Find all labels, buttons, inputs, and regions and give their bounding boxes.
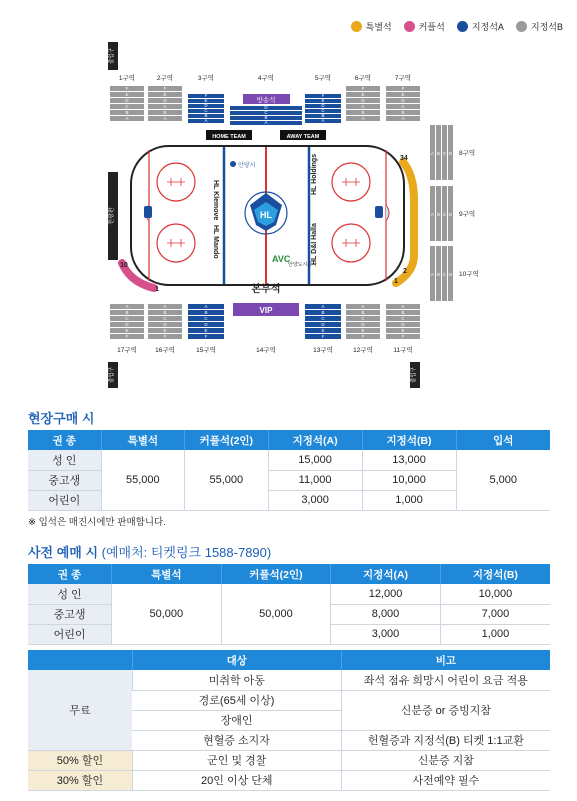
curve-number: 1 <box>394 278 398 285</box>
discount-table <box>28 650 550 791</box>
row-letter: C <box>442 151 447 156</box>
seat-block-right <box>430 246 453 301</box>
seat-block-top <box>305 93 341 123</box>
curve-number: 2 <box>403 268 407 275</box>
standing-note: ※ 입석은 매진시에만 판매합니다. <box>28 517 166 528</box>
row-letter: D <box>321 322 325 327</box>
row-letter: D <box>125 322 129 327</box>
free-note: 신분증 or 증빙지참 <box>341 690 550 730</box>
free-target: 장애인 <box>132 710 341 730</box>
row-letter: B <box>264 115 268 120</box>
seat-b-price: 1,000 <box>362 490 456 510</box>
row-letter: D <box>361 322 365 327</box>
row-letter: A <box>204 118 208 123</box>
row-letter: C <box>321 108 325 113</box>
row-letter: E <box>163 92 167 97</box>
curve-number: 1 <box>155 286 159 293</box>
entrance-label: 출입구 <box>411 367 417 383</box>
seat-a-price: 11,000 <box>268 470 362 490</box>
row-letter: D <box>264 105 268 110</box>
row-letter: A <box>264 120 268 125</box>
table-row <box>28 450 550 470</box>
col-header: 커플석(2인) <box>221 564 331 584</box>
row-header: 중고생 <box>28 604 112 624</box>
seat-block-top <box>148 86 182 121</box>
section-label: 10구역 <box>459 271 479 278</box>
row-letter: E <box>321 328 325 333</box>
row-letter: B <box>361 110 365 115</box>
ad-corp-logo: AVC <box>272 254 291 264</box>
row-letter: E <box>204 328 208 333</box>
special-price: 55,000 <box>101 450 185 510</box>
row-letter: A <box>430 151 435 156</box>
row-letter: D <box>361 98 365 103</box>
row-letter: F <box>204 334 208 339</box>
row-letter: B <box>401 110 405 115</box>
table-row <box>28 584 550 604</box>
row-letter: C <box>125 104 129 109</box>
row-letter: C <box>442 272 447 277</box>
seat-block-bottom <box>346 304 380 339</box>
row-letter: C <box>204 316 208 321</box>
col-header: 비고 <box>341 650 550 670</box>
half-label: 50% 할인 <box>28 750 132 770</box>
ad-right-bottom: HL D&I Halla <box>311 223 318 265</box>
section-label: 2구역 <box>156 75 174 82</box>
arena-seat-map <box>0 0 577 400</box>
seat-block-bottom <box>386 304 420 339</box>
col-header: 권 종 <box>28 430 101 450</box>
row-letter: A <box>401 304 405 309</box>
table-row <box>28 750 550 770</box>
legend-label: 특별석 <box>365 22 392 32</box>
section-label: 3구역 <box>197 75 215 82</box>
row-letter: B <box>436 151 441 156</box>
seat-block-bottom <box>110 304 144 339</box>
section-label: 14구역 <box>256 347 276 354</box>
row-letter: D <box>448 272 453 277</box>
row-letter: B <box>163 310 167 315</box>
section-label: 7구역 <box>394 75 412 82</box>
row-letter: E <box>125 328 129 333</box>
half-note: 신분증 지참 <box>341 750 550 770</box>
row-letter: B <box>163 110 167 115</box>
ad-right-top: HL Holdings <box>311 153 318 195</box>
col-header: 특별석 <box>112 564 222 584</box>
row-letter: A <box>125 116 129 121</box>
row-letter: F <box>361 86 365 91</box>
row-letter: B <box>361 310 365 315</box>
row-letter: D <box>163 98 167 103</box>
row-letter: B <box>125 110 129 115</box>
col-header: 지정석(A) <box>268 430 362 450</box>
ad-city: 안양시 <box>238 163 256 169</box>
section-label: 4구역 <box>257 75 275 82</box>
row-letter: A <box>430 272 435 277</box>
section-label: 5구역 <box>314 75 332 82</box>
row-letter: A <box>204 304 208 309</box>
row-letter: F <box>401 86 405 91</box>
row-letter: D <box>401 98 405 103</box>
seat-block-top <box>188 93 224 123</box>
row-letter: B <box>436 212 441 217</box>
row-letter: C <box>442 212 447 217</box>
row-letter: A <box>321 304 325 309</box>
seat-block-bottom <box>188 304 224 339</box>
seat-block-top <box>110 86 144 121</box>
row-letter: B <box>204 113 208 118</box>
home-team-label: HOME TEAM <box>212 134 246 140</box>
standing-price: 5,000 <box>456 450 550 510</box>
curve-number: 34 <box>400 155 408 162</box>
row-letter: C <box>401 316 405 321</box>
seat-block-right <box>430 186 453 241</box>
row-letter: C <box>204 108 208 113</box>
row-letter: F <box>125 86 129 91</box>
seat-a-price: 12,000 <box>331 584 441 604</box>
city-logo-icon <box>230 161 236 167</box>
row-letter: B <box>321 113 325 118</box>
seat-a-price: 3,000 <box>268 490 362 510</box>
row-letter: D <box>448 151 453 156</box>
row-letter: C <box>361 104 365 109</box>
free-target: 현혈증 소지자 <box>132 730 341 750</box>
seat-a-price: 3,000 <box>331 624 441 644</box>
advance-title-main: 사전 예매 시 <box>28 545 99 560</box>
section-label: 11구역 <box>393 347 413 354</box>
section-label: 16구역 <box>155 347 175 354</box>
row-letter: D <box>401 322 405 327</box>
section-label: 12구역 <box>353 347 373 354</box>
seat-b-price: 7,000 <box>440 604 550 624</box>
col-header: 지정석(B) <box>440 564 550 584</box>
ad-left-bottom: HL Mando <box>212 225 219 259</box>
couple-price: 50,000 <box>221 584 331 644</box>
special-price: 50,000 <box>112 584 222 644</box>
row-letter: C <box>321 316 325 321</box>
seat-b-price: 10,000 <box>440 584 550 604</box>
row-letter: D <box>448 212 453 217</box>
row-header: 성 인 <box>28 450 101 470</box>
col-header: 커플석(2인) <box>185 430 269 450</box>
seat-block-bottom <box>305 304 341 339</box>
row-letter: A <box>430 212 435 217</box>
row-letter: F <box>321 334 325 339</box>
section-label: 8구역 <box>459 150 476 157</box>
headquarters-label: 본부석 <box>251 284 281 295</box>
free-label: 무료 <box>28 670 132 750</box>
row-letter: C <box>264 110 268 115</box>
row-header: 어린이 <box>28 624 112 644</box>
row-letter: C <box>125 316 129 321</box>
row-letter: A <box>401 116 405 121</box>
row-letter: D <box>321 103 325 108</box>
entrance-label: 출입구 <box>109 367 115 383</box>
vip-label: VIP <box>259 306 273 315</box>
row-letter: E <box>401 328 405 333</box>
row-letter: D <box>204 103 208 108</box>
seat-a-price: 15,000 <box>268 450 362 470</box>
col-header: 지정석(B) <box>362 430 456 450</box>
advance-price-table <box>28 564 550 645</box>
seat-b-price: 1,000 <box>440 624 550 644</box>
row-letter: D <box>125 98 129 103</box>
row-letter: B <box>436 272 441 277</box>
section-label: 1구역 <box>118 75 136 82</box>
row-letter: B <box>204 310 208 315</box>
legend-label: 지정석B <box>530 22 563 32</box>
row-letter: E <box>163 328 167 333</box>
row-letter: A <box>163 304 167 309</box>
row-letter: E <box>361 92 365 97</box>
seat-block-right <box>430 125 453 180</box>
col-header: 지정석(A) <box>331 564 441 584</box>
seat-b-price: 13,000 <box>362 450 456 470</box>
table-row <box>28 770 550 790</box>
row-letter: D <box>163 322 167 327</box>
thirty-target: 20인 이상 단체 <box>132 770 341 790</box>
pr-booth-label: 전광판 <box>109 207 115 225</box>
row-letter: F <box>163 334 167 339</box>
row-letter: B <box>321 310 325 315</box>
broadcast-label: 방송석 <box>256 97 276 104</box>
half-target: 군인 및 경찰 <box>132 750 341 770</box>
row-header: 어린이 <box>28 490 101 510</box>
row-letter: F <box>204 93 208 98</box>
row-letter: B <box>401 310 405 315</box>
seat-block-top <box>346 86 380 121</box>
row-letter: E <box>125 92 129 97</box>
row-header: 중고생 <box>28 470 101 490</box>
away-team-label: AWAY TEAM <box>286 134 320 140</box>
row-letter: E <box>361 328 365 333</box>
svg-text:HL: HL <box>260 210 272 220</box>
row-letter: F <box>321 93 325 98</box>
section-label: 6구역 <box>354 75 372 82</box>
curve-number: 10 <box>120 262 128 269</box>
advance-title-sub: (예매처: 티켓링크 1588-7890) <box>101 545 272 560</box>
ad-corp: 안양도시공사 <box>288 262 317 268</box>
row-header: 성 인 <box>28 584 112 604</box>
row-letter: A <box>361 116 365 121</box>
row-letter: D <box>204 322 208 327</box>
onsite-price-table <box>28 430 550 511</box>
couple-price: 55,000 <box>185 450 269 510</box>
legend-label: 지정석A <box>471 22 504 32</box>
row-letter: C <box>163 104 167 109</box>
thirty-note: 사전예약 필수 <box>341 770 550 790</box>
row-letter: C <box>361 316 365 321</box>
col-header: 대상 <box>132 650 341 670</box>
row-letter: E <box>321 98 325 103</box>
free-target: 미취학 아동 <box>132 670 341 690</box>
legend-label: 커플석 <box>418 22 445 32</box>
seat-block-bottom <box>148 304 182 339</box>
seat-b-price: 10,000 <box>362 470 456 490</box>
onsite-title: 현장구매 시 <box>28 411 95 426</box>
free-note: 좌석 점유 희망시 어린이 요금 적용 <box>341 670 550 690</box>
section-label: 13구역 <box>313 347 333 354</box>
col-header: 특별석 <box>101 430 185 450</box>
row-letter: A <box>321 118 325 123</box>
row-letter: A <box>163 116 167 121</box>
row-letter: F <box>163 86 167 91</box>
section-label: 15구역 <box>196 347 216 354</box>
entrance-label: 출입구 <box>109 48 115 64</box>
row-letter: A <box>361 304 365 309</box>
seat-block-top <box>230 105 302 125</box>
row-letter: C <box>163 316 167 321</box>
section-label: 17구역 <box>117 347 137 354</box>
row-letter: E <box>401 92 405 97</box>
section-label: 9구역 <box>459 211 476 218</box>
row-letter: F <box>401 334 405 339</box>
ad-left-top: HL Klemove <box>212 180 219 221</box>
row-letter: F <box>125 334 129 339</box>
table-row <box>28 670 550 690</box>
free-target: 경로(65세 이상) <box>132 690 341 710</box>
seat-a-price: 8,000 <box>331 604 441 624</box>
thirty-label: 30% 할인 <box>28 770 132 790</box>
row-letter: F <box>361 334 365 339</box>
row-letter: E <box>204 98 208 103</box>
free-note: 헌혈증과 지정석(B) 티켓 1:1교환 <box>341 730 550 750</box>
row-letter: B <box>125 310 129 315</box>
row-letter: A <box>125 304 129 309</box>
advance-title <box>28 542 271 561</box>
row-letter: C <box>401 104 405 109</box>
col-header: 입석 <box>456 430 550 450</box>
seat-block-top <box>386 86 420 121</box>
col-header: 권 종 <box>28 564 112 584</box>
